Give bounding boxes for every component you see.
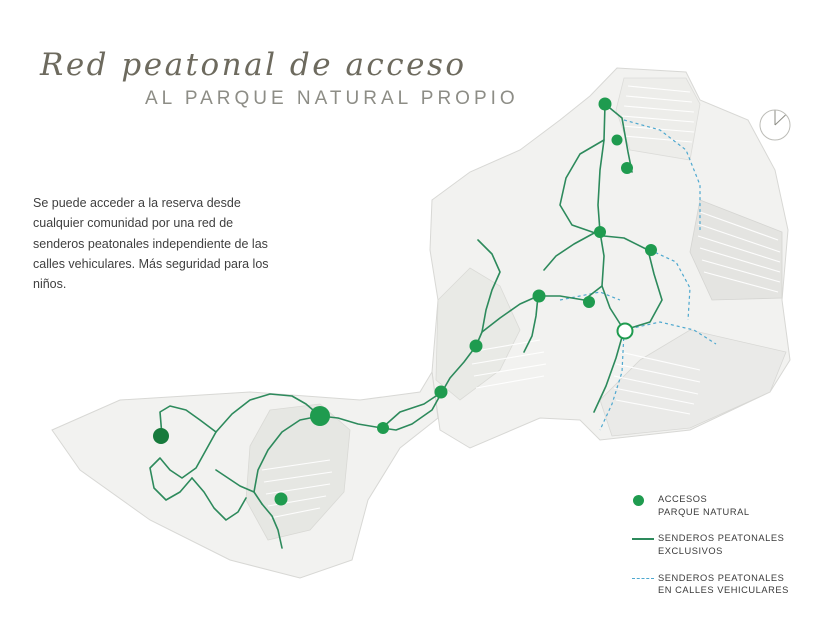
access-point	[470, 340, 483, 353]
legend-solid-line-icon	[632, 531, 658, 547]
access-point	[645, 244, 657, 256]
intro-paragraph: Se puede acceder a la reserva desde cualquier comunidad por una red de senderos peatonales independiente de las calles vehiculares. Más seguridad para los niños.	[33, 196, 269, 291]
access-point	[599, 98, 612, 111]
legend	[632, 492, 822, 610]
access-point	[594, 226, 606, 238]
legend-item-senderos-vehiculares	[632, 571, 822, 597]
legend-item-accesos	[632, 492, 822, 518]
access-point	[612, 135, 623, 146]
legend-label-line2: PARQUE NATURAL	[658, 506, 750, 517]
legend-item-senderos-exclusivos	[632, 531, 822, 557]
access-point	[153, 428, 169, 444]
access-point	[435, 386, 448, 399]
page-title: Red peatonal de acceso	[40, 47, 467, 83]
legend-label-line1: SENDEROS PEATONALES	[658, 533, 785, 544]
access-point-main	[310, 406, 330, 426]
legend-label-senderos-vehiculares	[658, 571, 789, 597]
legend-label-line1: ACCESOS	[658, 494, 708, 504]
legend-dashed-line-icon	[632, 571, 658, 587]
legend-label-line1: SENDEROS PEATONALES	[658, 572, 785, 583]
legend-label-accesos	[658, 492, 750, 518]
access-point	[275, 493, 288, 506]
access-point	[621, 162, 633, 174]
legend-label-senderos-exclusivos	[658, 531, 784, 557]
legend-label-line2: EN CALLES VEHICULARES	[658, 585, 789, 596]
access-point	[583, 296, 595, 308]
access-point	[377, 422, 389, 434]
map-ring-node	[618, 324, 633, 339]
legend-label-line2: EXCLUSIVOS	[658, 545, 723, 556]
access-point	[533, 290, 546, 303]
page-subtitle: AL PARQUE NATURAL PROPIO	[145, 88, 519, 110]
legend-dot-icon	[632, 492, 658, 508]
